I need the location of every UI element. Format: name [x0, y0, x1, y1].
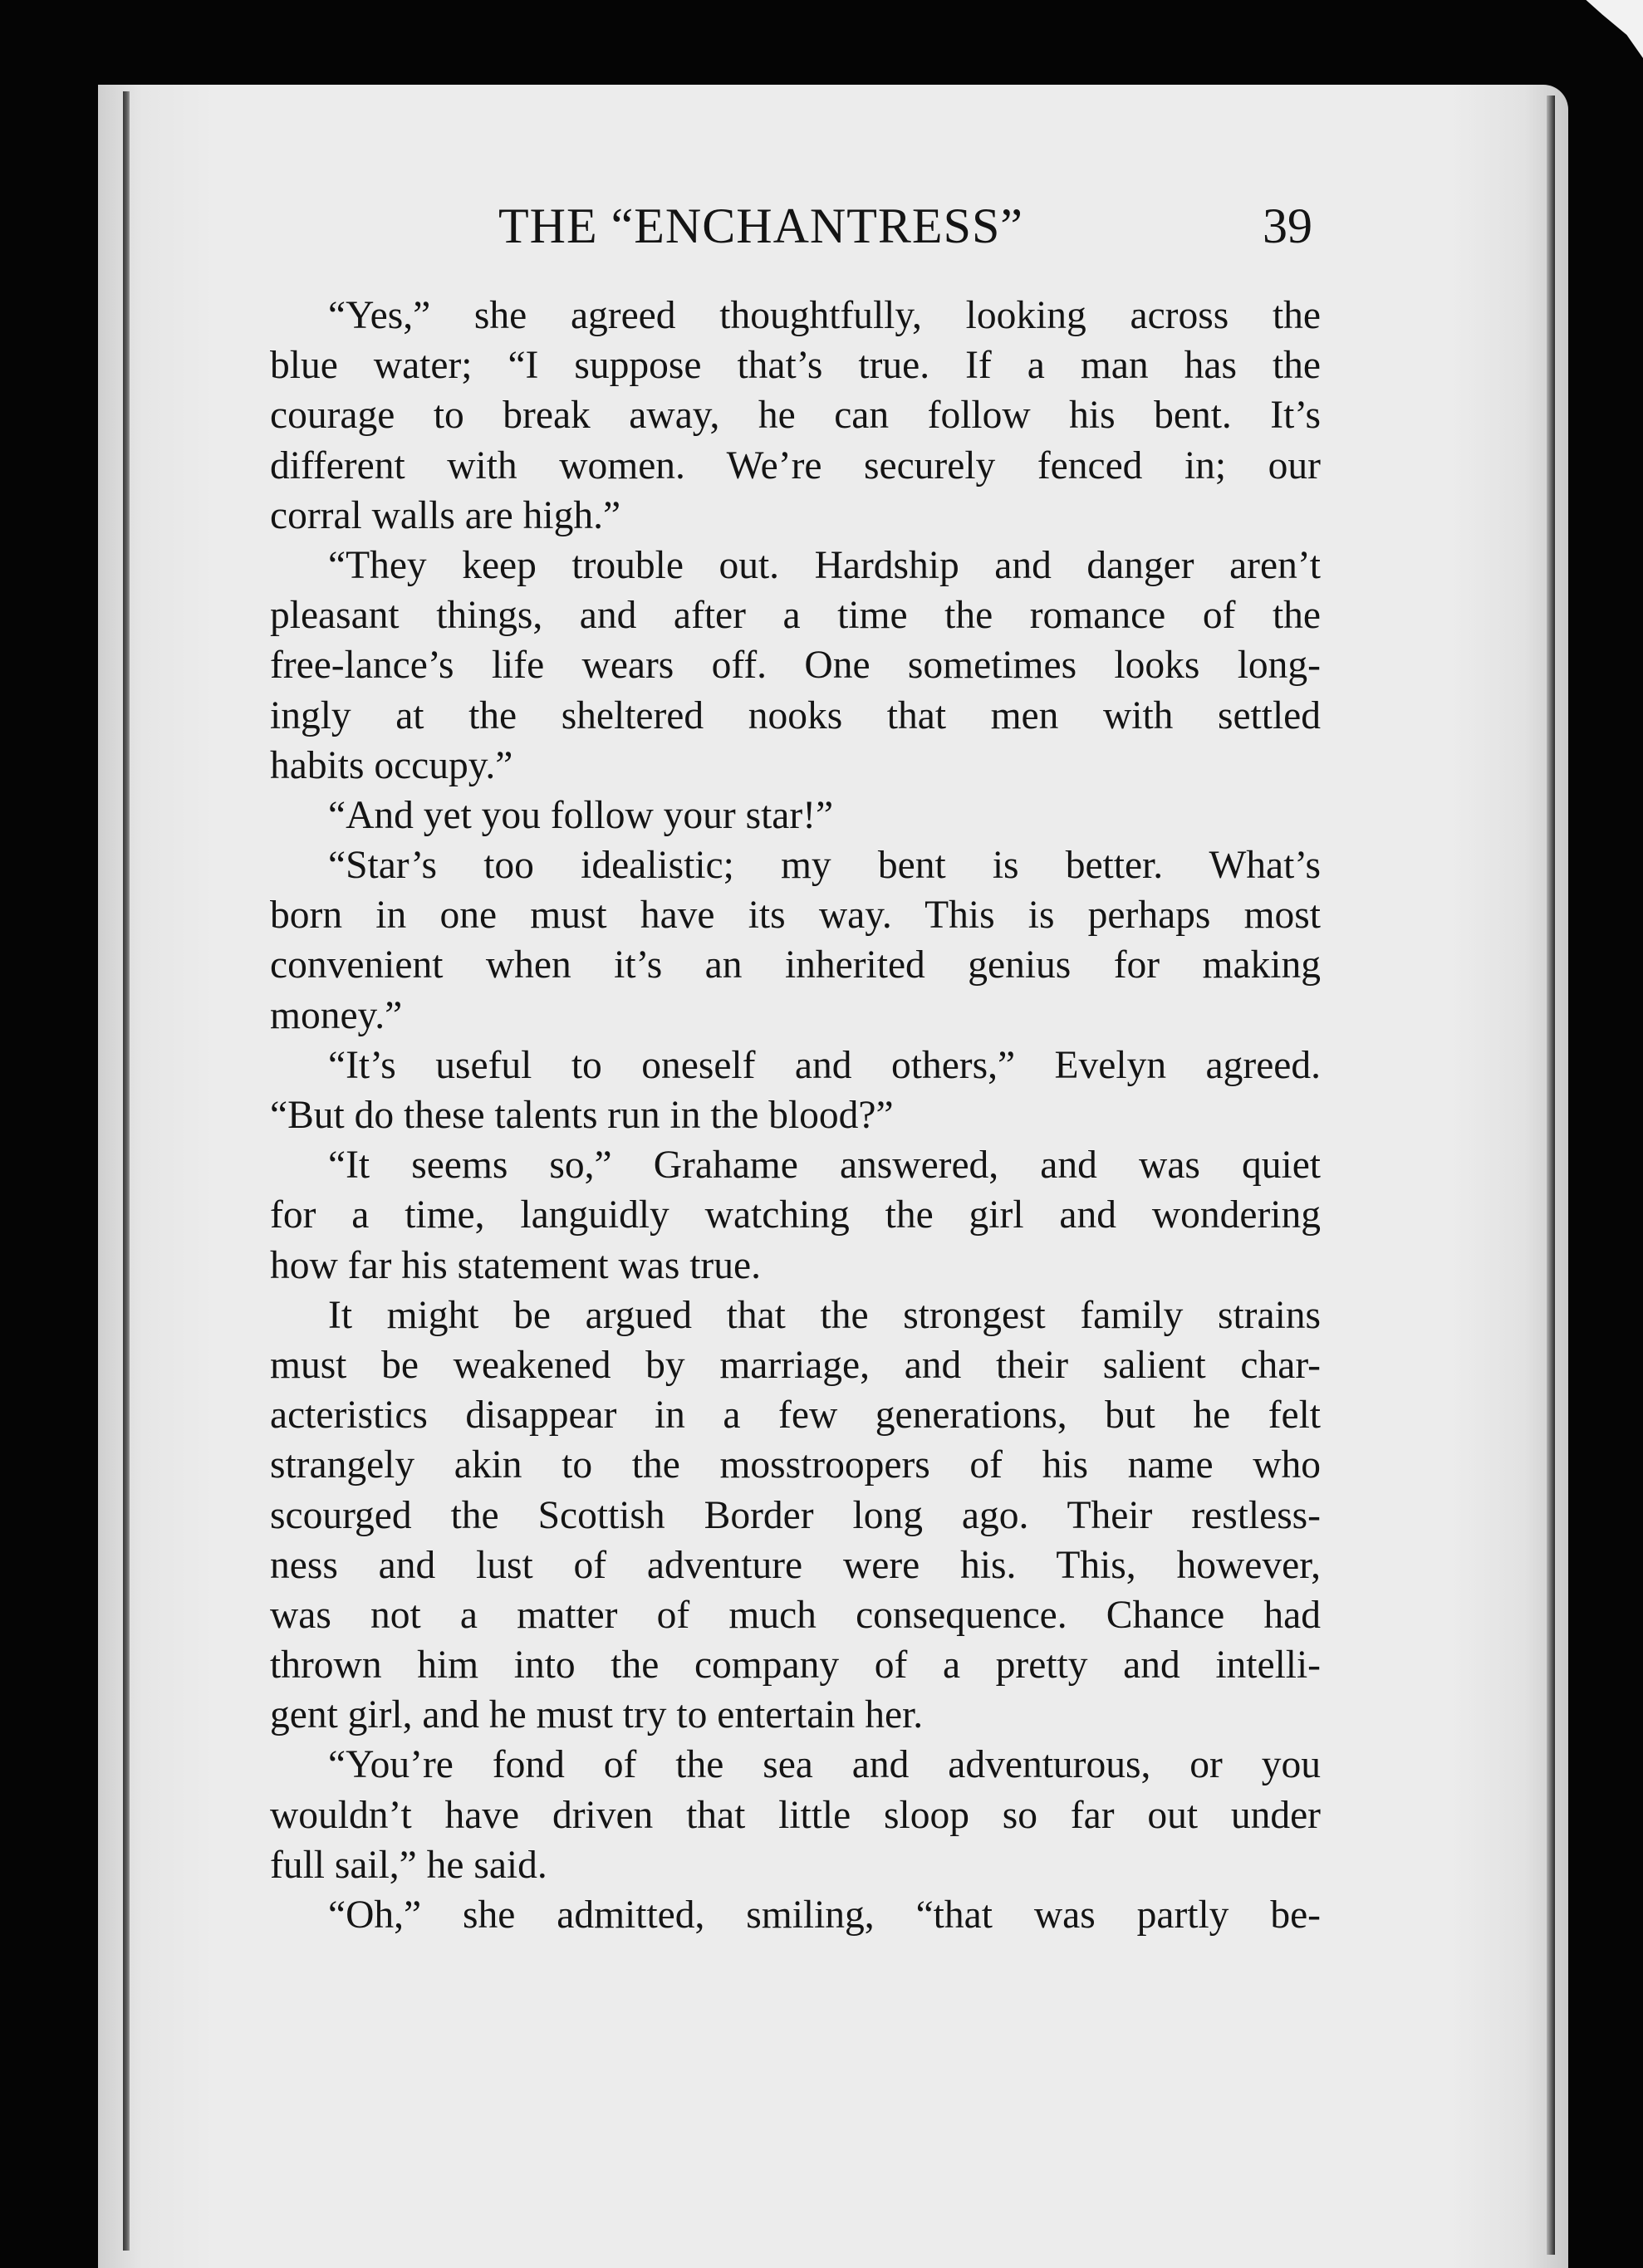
- text-line: ness and lust of adventure were his. This, however,: [270, 1543, 1321, 1587]
- text-line: gent girl, and he must try to entertain her.: [270, 1693, 924, 1737]
- text-line: “Oh,” she admitted, smiling, “that was partly be-: [328, 1893, 1321, 1937]
- text-line: money.”: [270, 993, 403, 1037]
- running-header: [266, 198, 1312, 272]
- text-line: scourged the Scottish Border long ago. Their restless-: [270, 1493, 1321, 1537]
- text-line: courage to break away, he can follow his bent. It’s: [270, 394, 1321, 438]
- text-line: born in one must have its way. This is perhaps most: [270, 894, 1321, 938]
- text-line: was not a matter of much consequence. Chance had: [270, 1593, 1321, 1637]
- text-line: how far his statement was true.: [270, 1243, 761, 1287]
- scan-corner-artifact: [1562, 0, 1643, 58]
- text-line: thrown him into the company of a pretty and intelli-: [270, 1643, 1321, 1688]
- text-line: “They keep trouble out. Hardship and danger aren’t: [328, 543, 1321, 587]
- text-line: “Yes,” she agreed thoughtfully, looking across the: [328, 294, 1321, 337]
- text-line: “It seems so,” Grahame answered, and was quiet: [328, 1144, 1321, 1188]
- text-line: “And yet you follow your star!”: [328, 793, 834, 837]
- text-line: ingly at the sheltered nooks that men with settled: [270, 693, 1321, 737]
- binding-gutter-shadow: [123, 91, 130, 2251]
- text-line: pleasant things, and after a time the romance of the: [270, 594, 1321, 638]
- text-line: strangely akin to the mosstroopers of his name who: [270, 1443, 1321, 1487]
- text-line: “You’re fond of the sea and adventurous, or you: [328, 1743, 1321, 1787]
- text-line: for a time, languidly watching the girl and wondering: [270, 1193, 1321, 1237]
- text-line: must be weakened by marriage, and their salient char-: [270, 1343, 1321, 1387]
- page-number: 39: [1263, 198, 1312, 253]
- text-line: convenient when it’s an inherited genius for making: [270, 943, 1321, 987]
- text-line: It might be argued that the strongest family strains: [328, 1293, 1321, 1337]
- text-line: free-lance’s life wears off. One sometimes looks long-: [270, 644, 1321, 688]
- text-line: full sail,” he said.: [270, 1843, 547, 1887]
- text-line: different with women. We’re securely fenced in; our: [270, 443, 1321, 487]
- text-line: “Star’s too idealistic; my bent is better. What’s: [328, 844, 1321, 888]
- text-line: wouldn’t have driven that little sloop so far out under: [270, 1793, 1321, 1837]
- running-title: THE “ENCHANTRESS”: [498, 198, 1023, 253]
- body-text: [270, 291, 1321, 1940]
- text-line: “It’s useful to oneself and others,” Evelyn agreed.: [328, 1043, 1321, 1087]
- text-line: blue water; “I suppose that’s true. If a man has the: [270, 344, 1321, 388]
- text-line: habits occupy.”: [270, 743, 513, 787]
- text-line: acteristics disappear in a few generations, but he felt: [270, 1394, 1321, 1438]
- text-line: corral walls are high.”: [270, 493, 621, 537]
- text-line: “But do these talents run in the blood?”: [270, 1094, 894, 1137]
- page-edge-shadow: [1547, 96, 1555, 2255]
